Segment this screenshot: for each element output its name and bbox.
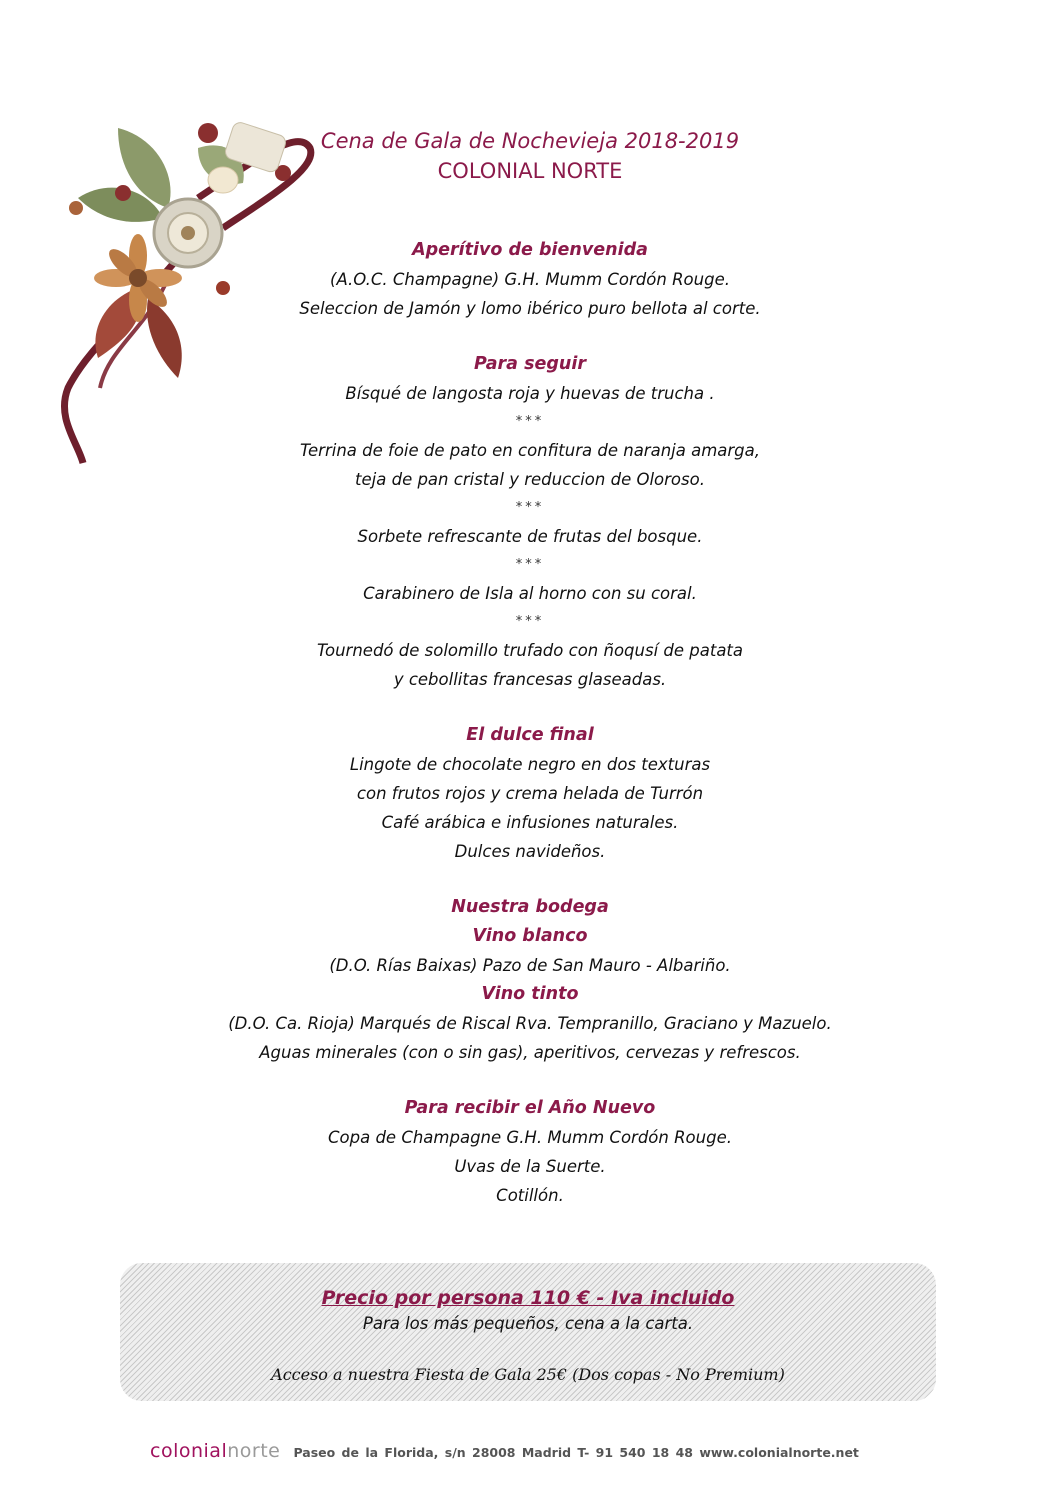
section-heading: Para recibir el Año Nuevo <box>404 1098 656 1118</box>
dish-separator: *** <box>515 414 545 429</box>
wine-red-heading: Vino tinto <box>481 984 579 1004</box>
price-box <box>120 1263 936 1401</box>
footer-address: Paseo de la Florida, s/n 28008 Madrid T- 91 540 18 48 www.colonialnorte.net <box>293 1445 859 1460</box>
price-per-person: Precio por persona 110 € - Iva incluido <box>321 1287 735 1309</box>
menu-line: (D.O. Rías Baixas) Pazo de San Mauro - Albariño. <box>329 956 731 975</box>
menu-line: Copa de Champagne G.H. Mumm Cordón Rouge. <box>328 1128 732 1147</box>
section-heading: Para seguir <box>474 354 586 374</box>
title-block <box>260 126 800 186</box>
wine-white-heading: Vino blanco <box>472 926 588 946</box>
section-heading: Nuestra bodega <box>451 897 609 917</box>
menu-line: Lingote de chocolate negro en dos texturas <box>349 755 711 774</box>
restaurant-name: COLONIAL NORTE <box>437 159 623 183</box>
section-aperitivo <box>160 236 900 323</box>
section-dulce-final <box>160 721 900 866</box>
menu-line: Café arábica e infusiones naturales. <box>381 813 679 832</box>
menu-line: (D.O. Ca. Rioja) Marqués de Riscal Rva. Tempranillo, Graciano y Mazuelo. <box>228 1014 832 1033</box>
dish-separator: *** <box>515 500 545 515</box>
page-title: Cena de Gala de Nochevieja 2018-2019 <box>320 129 740 153</box>
menu-line: teja de pan cristal y reduccion de Oloroso. <box>355 470 705 489</box>
dish-separator: *** <box>515 614 545 629</box>
menu-line: Dulces navideños. <box>454 842 606 861</box>
menu-line: (A.O.C. Champagne) G.H. Mumm Cordón Rouge. <box>330 270 730 289</box>
section-bodega <box>160 893 900 1067</box>
menu-line: Tournedó de solomillo trufado con ñoqusí de patata <box>316 641 744 660</box>
menu-line: Terrina de foie de pato en confitura de naranja amarga, <box>299 441 761 460</box>
menu-line: Seleccion de Jamón y lomo ibérico puro bellota al corte. <box>299 299 761 318</box>
menu-line: Aguas minerales (con o sin gas), aperitivos, cervezas y refrescos. <box>259 1043 801 1062</box>
brand-logo-norte: norte <box>227 1440 281 1462</box>
brand-logo-colonial: colonial <box>150 1440 228 1462</box>
menu-line: Carabinero de Isla al horno con su coral. <box>363 584 697 603</box>
menu-line: y cebollitas francesas glaseadas. <box>393 670 667 689</box>
menu-line: con frutos rojos y crema helada de Turrón <box>356 784 704 803</box>
section-ano-nuevo <box>160 1094 900 1210</box>
party-access-note: Acceso a nuestra Fiesta de Gala 25€ (Dos copas - No Premium) <box>271 1365 785 1384</box>
dish-separator: *** <box>515 557 545 572</box>
menu-body <box>160 236 900 1237</box>
section-heading: El dulce final <box>466 725 594 745</box>
section-para-seguir <box>160 350 900 694</box>
menu-line: Cotillón. <box>496 1186 564 1205</box>
footer <box>150 1440 910 1466</box>
menu-line: Sorbete refrescante de frutas del bosque. <box>357 527 703 546</box>
section-heading: Aperítivo de bienvenida <box>412 240 648 260</box>
menu-line: Uvas de la Suerte. <box>454 1157 606 1176</box>
kids-note: Para los más pequeños, cena a la carta. <box>362 1314 694 1333</box>
menu-line: Bísqué de langosta roja y huevas de trucha . <box>345 384 715 403</box>
